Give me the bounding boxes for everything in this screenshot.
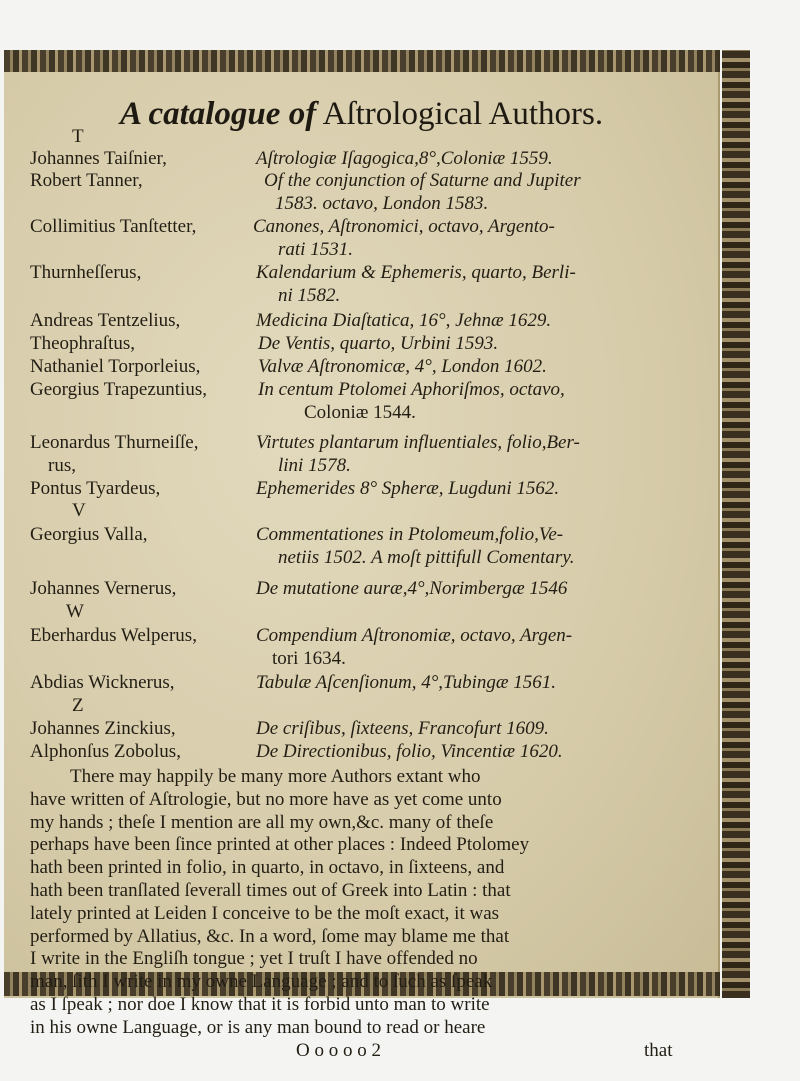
entry-work: De mutatione auræ,4°,Norimbergæ 1546 bbox=[256, 578, 568, 599]
entry-work: Commentationes in Ptolomeum,folio,Ve- bbox=[256, 524, 564, 545]
section-letter-v: V bbox=[72, 500, 86, 521]
entry-author: Johannes Taiſnier, bbox=[30, 148, 167, 169]
entry-work: netiis 1502. A moſt pittifull Comentary. bbox=[278, 547, 575, 568]
entry-author: Abdias Wicknerus, bbox=[30, 672, 175, 693]
catchword: that bbox=[644, 1040, 673, 1061]
entry-work: De Directionibus, folio, Vincentiæ 1620. bbox=[256, 741, 563, 762]
paragraph-line: hath been tranſlated ſeverall times out of Greek into Latin : that bbox=[30, 879, 511, 901]
entry-work: ni 1582. bbox=[278, 285, 341, 306]
entry-author: Nathaniel Torporleius, bbox=[30, 356, 201, 377]
entry-work: Valvæ Aſtronomicæ, 4°, London 1602. bbox=[258, 356, 547, 377]
title-of: of bbox=[288, 96, 317, 132]
signature-mark: O o o o o 2 bbox=[296, 1040, 381, 1061]
paragraph-line: as I ſpeak ; nor doe I know that it is forbid unto man to write bbox=[30, 993, 490, 1015]
entry-work: Medicina Diaſtatica, 16°, Jehnæ 1629. bbox=[256, 310, 552, 331]
entry-work: tori 1634. bbox=[272, 648, 346, 669]
entry-work: Tabulæ Aſcenſionum, 4°,Tubingæ 1561. bbox=[256, 672, 557, 693]
entry-work: Ephemerides 8° Spheræ, Lugduni 1562. bbox=[256, 478, 560, 499]
paragraph-line: my hands ; theſe I mention are all my own,&c. many of theſe bbox=[30, 811, 494, 833]
entry-author: Robert Tanner, bbox=[30, 170, 143, 191]
title-prefix: A catalogue bbox=[120, 96, 281, 132]
entry-author: Pontus Tyardeus, bbox=[30, 478, 161, 499]
section-letter-z: Z bbox=[72, 695, 84, 716]
paragraph-line: in his owne Language, or is any man bound to read or heare bbox=[30, 1016, 486, 1038]
paragraph-line: There may happily be many more Authors extant who bbox=[70, 766, 481, 787]
ornamental-border-top bbox=[4, 50, 720, 72]
entry-work: De Ventis, quarto, Urbini 1593. bbox=[258, 333, 499, 354]
entry-work: Kalendarium & Ephemeris, quarto, Berli- bbox=[256, 262, 576, 283]
entry-author: Leonardus Thurneiſſe, bbox=[30, 432, 199, 453]
entry-author: rus, bbox=[48, 455, 76, 476]
entry-work: Compendium Aſtronomiæ, octavo, Argen- bbox=[256, 625, 573, 646]
entry-work: Aſtrologiæ Iſagogica,8°,Coloniæ 1559. bbox=[256, 148, 553, 169]
entry-author: Andreas Tentzelius, bbox=[30, 310, 181, 331]
title-rest: Aſtrological Authors. bbox=[322, 96, 604, 132]
entry-work: De criſibus, ſixteens, Francofurt 1609. bbox=[256, 718, 549, 739]
entry-author: Thurnheſſerus, bbox=[30, 262, 142, 283]
entry-work: rati 1531. bbox=[278, 239, 353, 260]
entry-author: Eberhardus Welperus, bbox=[30, 625, 197, 646]
paragraph-line: lately printed at Leiden I conceive to be the moſt exact, it was bbox=[30, 902, 500, 924]
paragraph-line: I write in the Engliſh tongue ; yet I truſt I have offended no bbox=[30, 948, 478, 970]
page-title bbox=[120, 96, 620, 133]
paragraph-line: performed by Allatius, &c. In a word, ſome may blame me that bbox=[30, 925, 510, 947]
entry-work: Coloniæ 1544. bbox=[304, 402, 416, 423]
closing-paragraph bbox=[30, 766, 710, 1040]
entry-work: In centum Ptolomei Aphoriſmos, octavo, bbox=[258, 379, 565, 400]
paragraph-line: hath been printed in folio, in quarto, in octavo, in ſixteens, and bbox=[30, 857, 505, 879]
entry-work: Canones, Aſtronomici, octavo, Argento- bbox=[253, 216, 555, 237]
entry-author: Theophraſtus, bbox=[30, 333, 136, 354]
entry-author: Johannes Zinckius, bbox=[30, 718, 176, 739]
entry-work: Of the conjunction of Saturne and Jupiter bbox=[264, 170, 581, 191]
entry-work: 1583. octavo, London 1583. bbox=[275, 193, 489, 214]
paragraph-line: have written of Aſtrologie, but no more have as yet come unto bbox=[30, 788, 502, 810]
entry-author: Alphonſus Zobolus, bbox=[30, 741, 181, 762]
entry-author: Collimitius Tanſtetter, bbox=[30, 216, 197, 237]
entry-author: Georgius Valla, bbox=[30, 524, 148, 545]
entry-work: lini 1578. bbox=[278, 455, 351, 476]
paragraph-line: perhaps have been ſince printed at other places : Indeed Ptolomey bbox=[30, 834, 530, 856]
paragraph-line: man, ſith I write in my owne Language ; and to ſuch as ſpeak bbox=[30, 971, 493, 993]
ornamental-border-right bbox=[722, 50, 750, 998]
entry-work: Virtutes plantarum influentiales, folio,Ber- bbox=[256, 432, 580, 453]
entry-author: Georgius Trapezuntius, bbox=[30, 379, 207, 400]
entry-author: Johannes Vernerus, bbox=[30, 578, 177, 599]
section-letter-w: W bbox=[66, 601, 84, 622]
section-letter-t: T bbox=[72, 126, 84, 147]
